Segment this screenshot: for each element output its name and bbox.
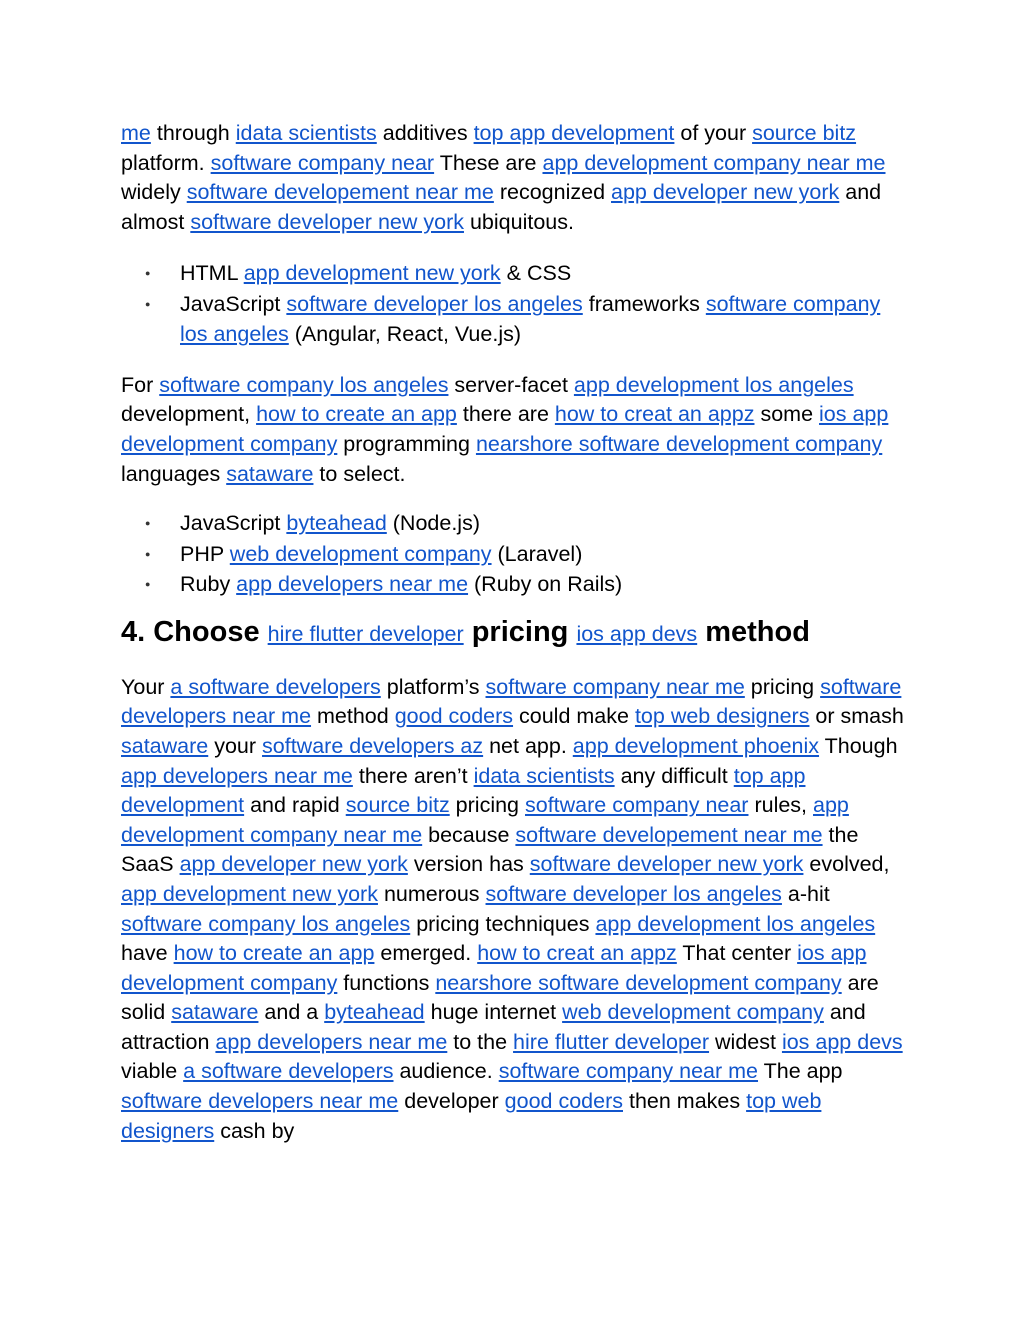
text-run: Ruby — [180, 572, 237, 597]
inline-link[interactable]: ios app devs — [576, 621, 698, 646]
paragraph-backend — [121, 371, 911, 489]
text-run: version has — [407, 852, 530, 877]
inline-link[interactable]: how to create an app — [173, 941, 375, 966]
text-run: recognized — [493, 180, 612, 205]
inline-link[interactable]: software company near me — [485, 674, 745, 699]
inline-link[interactable]: software developer new york — [190, 209, 464, 234]
text-run: JavaScript — [180, 291, 287, 316]
inline-link[interactable]: how to create an app — [256, 402, 457, 427]
inline-link[interactable]: app development company near me — [542, 150, 886, 175]
inline-link[interactable]: idata scientists — [235, 121, 377, 145]
inline-link[interactable]: ios app devs — [781, 1029, 903, 1054]
inline-link[interactable]: byteahead — [286, 511, 387, 536]
inline-link[interactable]: idata scientists — [473, 763, 615, 788]
document-body — [121, 119, 911, 1146]
inline-link[interactable]: a software developers — [170, 674, 381, 699]
inline-link[interactable]: top app development — [121, 763, 806, 818]
text-run: pricing — [463, 615, 577, 648]
text-run: Though — [819, 733, 898, 758]
inline-link[interactable]: ios app development company — [121, 402, 889, 457]
text-run: languages — [121, 461, 227, 486]
text-run: a-hit — [781, 881, 830, 906]
inline-link[interactable]: software developers near me — [121, 1089, 399, 1114]
bullet-list-backend — [121, 508, 911, 600]
text-run: viable — [121, 1059, 184, 1084]
text-run: HTML — [180, 261, 244, 286]
inline-link[interactable]: app development los angeles — [595, 911, 876, 936]
inline-link[interactable]: app developer new york — [179, 852, 408, 877]
inline-link[interactable]: app development company near me — [121, 793, 849, 847]
inline-link[interactable]: software company los angeles — [180, 291, 881, 347]
text-run: and attraction — [121, 1000, 866, 1054]
inline-link[interactable]: how to creat an appz — [477, 941, 677, 966]
inline-link[interactable]: software developers az — [262, 733, 484, 758]
text-run: through — [150, 121, 236, 145]
text-run: developer — [398, 1089, 505, 1114]
text-run: and a — [258, 1000, 325, 1025]
inline-link[interactable]: app development new york — [243, 261, 501, 286]
inline-link[interactable]: software developers near me — [121, 674, 902, 729]
inline-link[interactable]: source bitz — [345, 793, 450, 818]
inline-link[interactable]: top app development — [473, 121, 675, 145]
text-run: additives — [376, 121, 474, 145]
text-run: (Node.js) — [386, 511, 480, 536]
text-run: method — [311, 704, 395, 729]
text-run: programming — [337, 432, 476, 457]
text-run: could make — [513, 704, 635, 729]
text-run: development, — [121, 402, 257, 427]
inline-link[interactable]: software company los angeles — [159, 372, 449, 397]
inline-link[interactable]: app development phoenix — [572, 733, 820, 758]
text-run: (Ruby on Rails) — [468, 572, 623, 597]
text-run: then makes — [623, 1089, 747, 1114]
text-run: widest — [709, 1029, 782, 1054]
inline-link[interactable]: software developement near me — [515, 822, 823, 847]
list-item — [121, 258, 911, 289]
text-run: The app — [758, 1059, 843, 1084]
text-run: to the — [447, 1029, 514, 1054]
inline-link[interactable]: a software developers — [183, 1059, 394, 1084]
text-run: (Laravel) — [491, 541, 583, 566]
text-run: ubiquitous. — [463, 209, 574, 234]
inline-link[interactable]: app development new york — [121, 881, 378, 906]
text-run: huge internet — [424, 1000, 563, 1025]
inline-link[interactable]: software developer new york — [529, 852, 804, 877]
text-run: there are — [456, 402, 555, 427]
text-run: JavaScript — [180, 511, 287, 536]
text-run: pricing — [449, 793, 525, 818]
inline-link[interactable]: software company near — [210, 150, 435, 175]
inline-link[interactable]: ios app development company — [121, 941, 867, 995]
inline-link[interactable]: software company los angeles — [121, 911, 411, 936]
text-run: because — [422, 822, 516, 847]
inline-link[interactable]: app developer new york — [611, 180, 840, 205]
text-run: widely — [121, 180, 187, 205]
text-run: 4. Choose — [121, 615, 268, 648]
list-item — [121, 539, 911, 570]
list-item — [121, 508, 911, 539]
paragraph-intro — [121, 119, 911, 237]
text-run: (Angular, React, Vue.js) — [288, 322, 522, 347]
text-run: platform. — [121, 150, 211, 175]
inline-link[interactable]: web development company — [562, 1000, 824, 1025]
text-run: functions — [337, 970, 436, 995]
section-heading — [121, 612, 911, 654]
inline-link[interactable]: good coders — [394, 704, 514, 729]
text-run: method — [697, 615, 810, 648]
text-run: & CSS — [500, 261, 572, 286]
inline-link[interactable]: top web designers — [121, 1089, 822, 1143]
text-run: numerous — [377, 881, 486, 906]
inline-link[interactable]: hire flutter developer — [267, 621, 464, 646]
bullet-list-frontend — [121, 258, 911, 350]
paragraph-pricing — [121, 673, 911, 1147]
inline-link[interactable]: app developers near me — [236, 572, 469, 597]
inline-link[interactable]: byteahead — [324, 1000, 425, 1025]
inline-link[interactable]: software company near me — [498, 1059, 759, 1084]
inline-link[interactable]: software developer los angeles — [286, 291, 583, 316]
inline-link[interactable]: good coders — [504, 1089, 623, 1114]
inline-link[interactable]: sataware — [121, 733, 209, 758]
inline-link[interactable]: how to creat an appz — [554, 402, 755, 427]
text-run: Your — [121, 674, 171, 699]
inline-link[interactable]: source bitz — [752, 121, 857, 145]
text-run: platform’s — [380, 674, 486, 699]
inline-link[interactable]: web development company — [229, 541, 492, 566]
text-run: some — [754, 402, 820, 427]
list-item — [121, 289, 911, 350]
text-run: pricing — [744, 674, 821, 699]
text-run: server-facet — [448, 372, 574, 397]
text-run: are solid — [121, 970, 879, 1025]
inline-link[interactable]: app developers near me — [121, 763, 353, 788]
text-run: pricing techniques — [410, 911, 596, 936]
text-run: evolved, — [803, 852, 890, 877]
text-run: any difficult — [614, 763, 734, 788]
text-run: and rapid — [244, 793, 346, 818]
text-run: These are — [434, 150, 543, 175]
inline-link[interactable]: me — [121, 121, 151, 145]
inline-link[interactable]: sataware — [226, 461, 314, 486]
inline-link[interactable]: sataware — [171, 1000, 259, 1025]
text-run: emerged. — [374, 941, 478, 966]
inline-link[interactable]: nearshore software development company — [475, 432, 883, 457]
inline-link[interactable]: software developer los angeles — [485, 881, 782, 906]
text-run: or smash — [809, 704, 904, 729]
inline-link[interactable]: software developement near me — [186, 180, 494, 205]
inline-link[interactable]: nearshore software development company — [435, 970, 842, 995]
text-run: PHP — [180, 541, 230, 566]
inline-link[interactable]: app development los angeles — [573, 372, 854, 397]
inline-link[interactable]: software company near — [525, 793, 749, 818]
text-run: frameworks — [582, 291, 706, 316]
list-item — [121, 569, 911, 600]
inline-link[interactable]: hire flutter developer — [513, 1029, 710, 1054]
inline-link[interactable]: top web designers — [634, 704, 810, 729]
text-run: That center — [676, 941, 798, 966]
inline-link[interactable]: app developers near me — [215, 1029, 448, 1054]
text-run: have — [121, 941, 174, 966]
text-run: there aren’t — [352, 763, 474, 788]
text-run: of your — [674, 121, 753, 145]
text-run: cash by — [214, 1118, 295, 1143]
text-run: audience. — [393, 1059, 499, 1084]
text-run: the SaaS — [121, 822, 859, 877]
text-run: net app. — [483, 733, 573, 758]
text-run: and almost — [121, 180, 882, 234]
text-run: to select. — [313, 461, 406, 486]
text-run: your — [208, 733, 263, 758]
text-run: rules, — [748, 793, 814, 818]
text-run: For — [121, 372, 160, 397]
